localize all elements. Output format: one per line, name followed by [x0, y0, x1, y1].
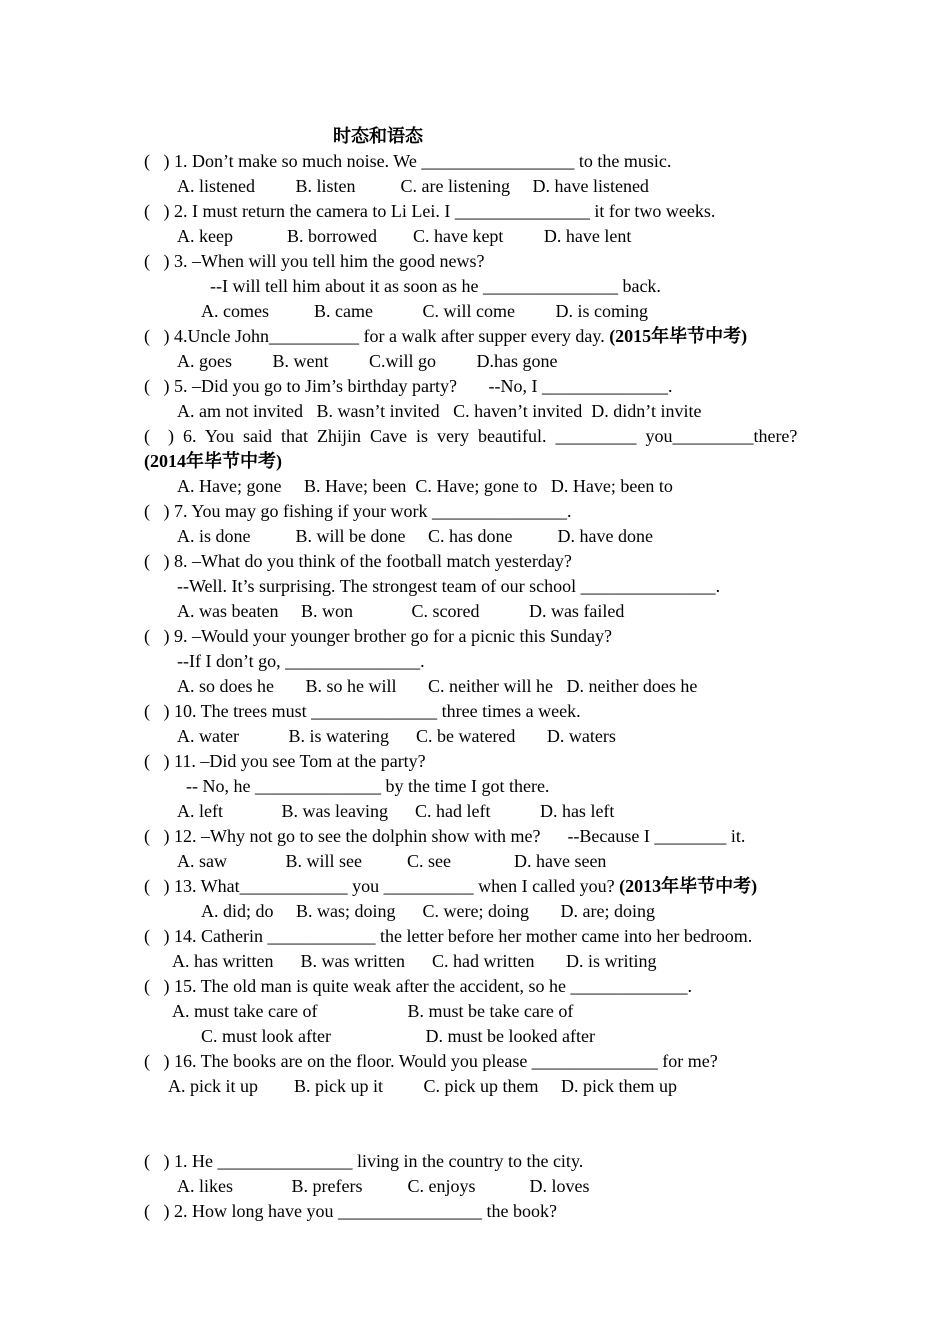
- question-5: ( ) 5. –Did you go to Jim’s birthday party? --No, I ______________.: [144, 376, 673, 396]
- question-14-options: A. has written B. was written C. had written D. is writing: [172, 951, 657, 971]
- section2-question-1: ( ) 1. He _______________ living in the country to the city.: [144, 1151, 584, 1171]
- question-4: [144, 324, 747, 348]
- question-10-options: A. water B. is watering C. be watered D. waters: [177, 726, 616, 746]
- question-2: ( ) 2. I must return the camera to Li Lei. I _______________ it for two weeks.: [144, 201, 716, 221]
- question-16: ( ) 16. The books are on the floor. Would you please ______________ for me?: [144, 1051, 718, 1071]
- section2-question-1-options: A. likes B. prefers C. enjoys D. loves: [177, 1176, 590, 1196]
- question-10: ( ) 10. The trees must ______________ three times a week.: [144, 701, 581, 721]
- question-11-options: A. left B. was leaving C. had left D. has left: [177, 801, 615, 821]
- page-title: 时态和语态: [333, 126, 423, 146]
- question-7: ( ) 7. You may go fishing if your work _______________.: [144, 501, 572, 521]
- question-3-reply: --I will tell him about it as soon as he _______________ back.: [210, 276, 661, 296]
- question-12: ( ) 12. –Why not go to see the dolphin show with me? --Because I ________ it.: [144, 826, 746, 846]
- question-16-options: A. pick it up B. pick up it C. pick up them D. pick them up: [168, 1076, 677, 1096]
- question-6-options: A. Have; gone B. Have; been C. Have; gone to D. Have; been to: [177, 476, 673, 496]
- question-4-options: A. goes B. went C.will go D.has gone: [177, 351, 558, 371]
- question-11: ( ) 11. –Did you see Tom at the party?: [144, 751, 426, 771]
- question-6-source-tag: (2014年毕节中考): [144, 451, 282, 471]
- question-9-reply: --If I don’t go, _______________.: [177, 651, 425, 671]
- question-8-options: A. was beaten B. won C. scored D. was failed: [177, 601, 625, 621]
- question-14: ( ) 14. Catherin ____________ the letter before her mother came into her bedroom.: [144, 926, 753, 946]
- question-3: ( ) 3. –When will you tell him the good news?: [144, 251, 485, 271]
- question-3-options: A. comes B. came C. will come D. is coming: [201, 301, 648, 321]
- question-1-options: A. listened B. listen C. are listening D. have listened: [177, 176, 649, 196]
- question-13-source-tag: (2013年毕节中考): [619, 876, 758, 896]
- question-5-options: A. am not invited B. wasn’t invited C. haven’t invited D. didn’t invite: [177, 401, 702, 421]
- question-8-reply: --Well. It’s surprising. The strongest team of our school _______________.: [177, 576, 721, 596]
- question-13-text: ( ) 13. What____________ you __________ when I called you?: [144, 876, 620, 896]
- question-4-source-tag: (2015年毕节中考): [609, 326, 748, 346]
- question-1: ( ) 1. Don’t make so much noise. We _________________ to the music.: [144, 151, 672, 171]
- question-9: ( ) 9. –Would your younger brother go for a picnic this Sunday?: [144, 626, 612, 646]
- question-12-options: A. saw B. will see C. see D. have seen: [177, 851, 607, 871]
- question-15-options-cd: C. must look after D. must be looked after: [201, 1026, 595, 1046]
- question-15: ( ) 15. The old man is quite weak after the accident, so he _____________.: [144, 976, 693, 996]
- question-4-text: ( ) 4.Uncle John__________ for a walk after supper every day.: [144, 326, 610, 346]
- question-7-options: A. is done B. will be done C. has done D. have done: [177, 526, 653, 546]
- question-15-options-ab: A. must take care of B. must be take care of: [172, 1001, 574, 1021]
- question-9-options: A. so does he B. so he will C. neither will he D. neither does he: [177, 676, 698, 696]
- question-13: [144, 874, 757, 898]
- question-6: ( ) 6. You said that Zhijin Cave is very beautiful. _________ you_________there?: [144, 426, 798, 446]
- question-2-options: A. keep B. borrowed C. have kept D. have lent: [177, 226, 632, 246]
- question-8: ( ) 8. –What do you think of the football match yesterday?: [144, 551, 572, 571]
- question-13-options: A. did; do B. was; doing C. were; doing D. are; doing: [201, 901, 655, 921]
- question-11-reply: -- No, he ______________ by the time I got there.: [186, 776, 550, 796]
- section2-question-2: ( ) 2. How long have you ________________ the book?: [144, 1201, 557, 1221]
